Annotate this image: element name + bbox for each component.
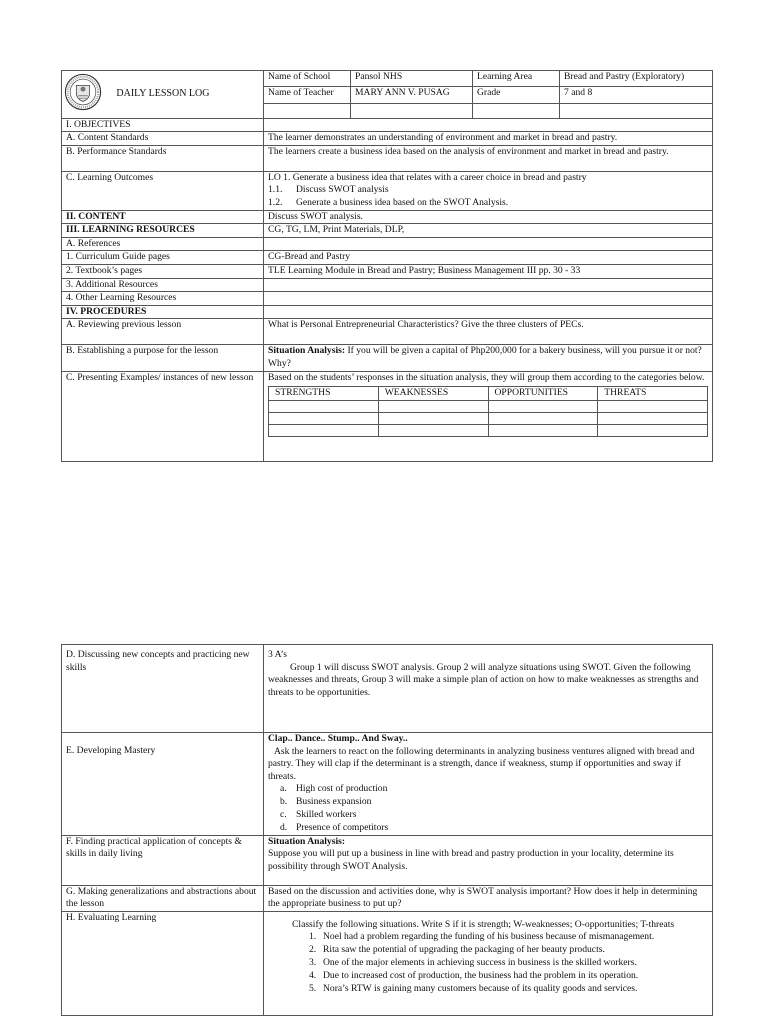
list-item: 3. One of the major elements in achieving success in business is the skilled workers. bbox=[309, 956, 637, 968]
swot-cell bbox=[269, 424, 379, 436]
procedure-a-label: A. Reviewing previous lesson bbox=[62, 319, 264, 345]
blank-cell bbox=[264, 103, 351, 118]
resources-value: CG, TG, LM, Print Materials, DLP, bbox=[264, 224, 713, 238]
textbook-value: TLE Learning Module in Bread and Pastry; Business Management III pp. 30 - 33 bbox=[264, 264, 713, 278]
procedure-d-text: Group 1 will discuss SWOT analysis. Group 2 will analyze situations using SWOT. Given the following weaknesses and threats, Group 3 will make a simple plan of action on how to make weaknesses as strengths and threats to be opportunities. bbox=[268, 661, 699, 698]
procedure-a-value: What is Personal Entrepreneurial Characteristics? Give the three clusters of PECs. bbox=[264, 319, 713, 345]
school-label: Name of School bbox=[264, 71, 351, 87]
procedure-h-label: H. Evaluating Learning bbox=[62, 911, 264, 1015]
deped-seal-icon bbox=[64, 73, 102, 116]
swot-cell bbox=[488, 424, 598, 436]
swot-cell bbox=[378, 424, 488, 436]
procedure-h-text: Classify the following situations. Write S if it is strength; W-weaknesses; O-opportunities; T-threats bbox=[292, 918, 675, 930]
procedure-h-value bbox=[264, 911, 713, 1015]
blank-cell bbox=[264, 305, 713, 319]
list-item: c. Skilled workers bbox=[280, 808, 357, 820]
swot-header-strengths: STRENGTHS bbox=[269, 387, 379, 401]
procedure-c-text: Based on the students’ responses in the situation analysis, they will group them according to the categories below. bbox=[268, 371, 705, 383]
procedure-d-label: D. Discussing new concepts and practicing new skills bbox=[62, 645, 264, 733]
area-value: Bread and Pastry (Exploratory) bbox=[560, 71, 713, 87]
performance-standards-label: B. Performance Standards bbox=[62, 145, 264, 171]
references-label: A. References bbox=[62, 237, 264, 251]
log-title: DAILY LESSON LOG bbox=[116, 88, 210, 99]
swot-table bbox=[268, 386, 708, 437]
blank-cell bbox=[264, 278, 713, 292]
procedure-e-title: Clap.. Dance.. Stump.. And Sway.. bbox=[268, 733, 408, 744]
swot-header-weaknesses: WEAKNESSES bbox=[378, 387, 488, 401]
blank-cell bbox=[560, 103, 713, 118]
swot-cell bbox=[269, 412, 379, 424]
list-item: a. High cost of production bbox=[280, 783, 388, 795]
procedure-d-value bbox=[264, 645, 713, 733]
procedure-e-label: E. Developing Mastery bbox=[62, 733, 264, 836]
list-item: 2. Rita saw the potential of upgrading the packaging of her beauty products. bbox=[309, 944, 605, 956]
swot-cell bbox=[488, 412, 598, 424]
procedure-g-label: G. Making generalizations and abstractions about the lesson bbox=[62, 885, 264, 911]
header-logo-title bbox=[62, 71, 264, 119]
procedures-heading: IV. PROCEDURES bbox=[62, 305, 264, 319]
list-item: 5. Nora’s RTW is gaining many customers because of its quality goods and services. bbox=[309, 982, 638, 994]
blank-cell bbox=[351, 103, 473, 118]
swot-cell bbox=[598, 424, 708, 436]
performance-standards-value: The learners create a business idea based on the analysis of environment and market in bread and pastry. bbox=[264, 145, 713, 171]
teacher-value: MARY ANN V. PUSAG bbox=[351, 87, 473, 103]
content-heading: II. CONTENT bbox=[62, 210, 264, 224]
outcome-item: 1.2. Generate a business idea based on the SWOT Analysis. bbox=[268, 196, 509, 208]
procedure-f-label: F. Finding practical application of concepts & skills in daily living bbox=[62, 835, 264, 885]
procedure-b-value: Situation Analysis: If you will be given a capital of Php200,000 for a bakery business, will you pursue it or not? Why? bbox=[264, 345, 713, 371]
curriculum-guide-value: CG-Bread and Pastry bbox=[264, 251, 713, 265]
swot-cell bbox=[269, 400, 379, 412]
grade-value: 7 and 8 bbox=[560, 87, 713, 103]
swot-cell bbox=[598, 400, 708, 412]
swot-cell bbox=[488, 400, 598, 412]
swot-cell bbox=[378, 412, 488, 424]
content-value: Discuss SWOT analysis. bbox=[264, 210, 713, 224]
content-standards-label: A. Content Standards bbox=[62, 132, 264, 146]
curriculum-guide-label: 1. Curriculum Guide pages bbox=[62, 251, 264, 265]
resources-heading: III. LEARNING RESOURCES bbox=[62, 224, 264, 238]
other-resources-label: 4. Other Learning Resources bbox=[62, 292, 264, 306]
learning-outcomes-value bbox=[264, 171, 713, 210]
swot-header-opportunities: OPPORTUNITIES bbox=[488, 387, 598, 401]
procedure-f-text: Suppose you will put up a business in line with bread and pastry production in your locality, determine its possibility through SWOT Analysis. bbox=[268, 848, 674, 872]
list-item: 1. Noel had a problem regarding the funding of his business because of mismanagement. bbox=[309, 931, 655, 943]
learning-outcomes-label: C. Learning Outcomes bbox=[62, 171, 264, 210]
procedure-e-value bbox=[264, 733, 713, 836]
procedure-b-label: B. Establishing a purpose for the lesson bbox=[62, 345, 264, 371]
lesson-log-table bbox=[61, 70, 713, 462]
additional-resources-label: 3. Additional Resources bbox=[62, 278, 264, 292]
list-item: d. Presence of competitors bbox=[280, 821, 389, 833]
procedure-c-value bbox=[264, 371, 713, 461]
procedure-e-text: Ask the learners to react on the following determinants in analyzing business ventures aligned with bread and pastry. They will clap if the determinant is a strength, dance if weakness, stump if opportunities and sway if threats. bbox=[268, 745, 695, 782]
blank-cell bbox=[264, 118, 713, 132]
learning-outcome-lo: LO 1. Generate a business idea that relates with a career choice in bread and pastry bbox=[268, 171, 587, 183]
outcome-item: 1.1. Discuss SWOT analysis bbox=[268, 184, 389, 196]
procedure-c-label: C. Presenting Examples/ instances of new lesson bbox=[62, 371, 264, 461]
list-item: b. Business expansion bbox=[280, 796, 372, 808]
teacher-label: Name of Teacher bbox=[264, 87, 351, 103]
lesson-log-table-continued bbox=[61, 644, 713, 1016]
procedure-f-title: Situation Analysis: bbox=[268, 835, 346, 847]
swot-cell bbox=[598, 412, 708, 424]
content-standards-value: The learner demonstrates an understanding of environment and market in bread and pastry. bbox=[264, 132, 713, 146]
blank-cell bbox=[473, 103, 560, 118]
swot-header-threats: THREATS bbox=[598, 387, 708, 401]
objectives-heading: I. OBJECTIVES bbox=[62, 118, 264, 132]
list-item: 4. Due to increased cost of production, the business had the problem in its operation. bbox=[309, 969, 639, 981]
procedure-d-title: 3 A’s bbox=[268, 649, 287, 660]
grade-label: Grade bbox=[473, 87, 560, 103]
procedure-f-value bbox=[264, 835, 713, 885]
swot-cell bbox=[378, 400, 488, 412]
school-value: Pansol NHS bbox=[351, 71, 473, 87]
area-label: Learning Area bbox=[473, 71, 560, 87]
textbook-label: 2. Textbook’s pages bbox=[62, 264, 264, 278]
procedure-g-value: Based on the discussion and activities done, why is SWOT analysis important? How does it help in determining the appropriate business to put up? bbox=[264, 885, 713, 911]
blank-cell bbox=[264, 237, 713, 251]
blank-cell bbox=[264, 292, 713, 306]
